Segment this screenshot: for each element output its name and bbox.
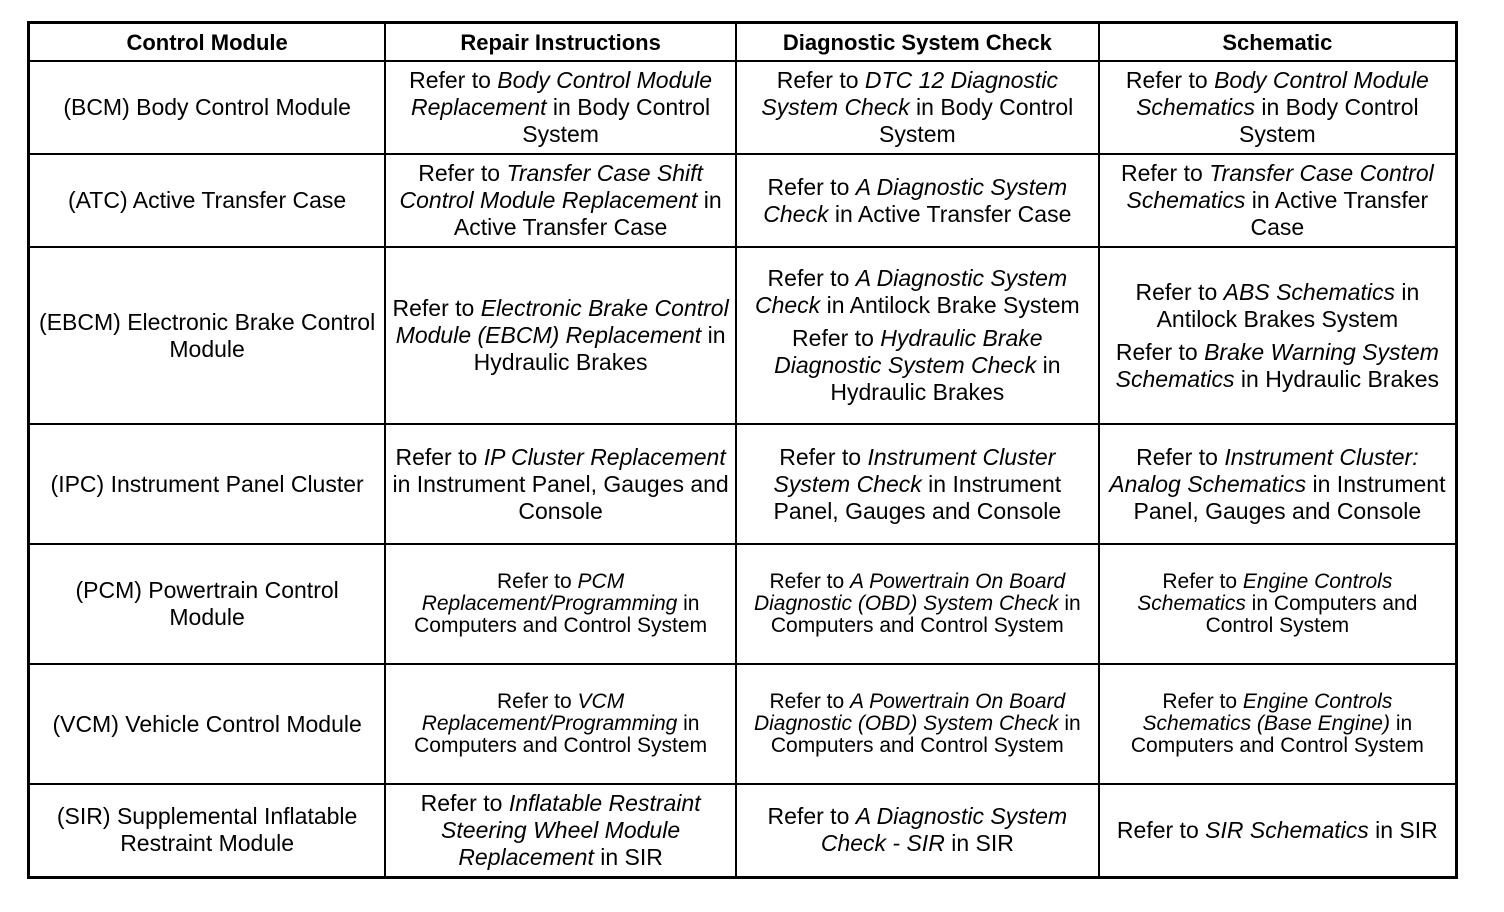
repair-cell bbox=[385, 247, 736, 424]
reference-text: in SIR bbox=[593, 843, 663, 870]
reference-text: in Computers and Control System bbox=[770, 712, 1081, 757]
repair-cell bbox=[385, 61, 736, 154]
reference-text: in Computers and Control System bbox=[1130, 712, 1424, 757]
header-diagnostic-system-check: Diagnostic System Check bbox=[736, 23, 1099, 62]
reference-paragraph bbox=[392, 160, 729, 241]
module-name: (IPC) Instrument Panel Cluster bbox=[50, 470, 364, 497]
reference-title: Body Control Module Replacement bbox=[411, 67, 713, 120]
reference-text: Refer to bbox=[392, 295, 481, 321]
reference-text: Refer to bbox=[1162, 570, 1243, 593]
reference-paragraph bbox=[392, 571, 729, 637]
reference-text: in Active Transfer Case bbox=[453, 187, 722, 240]
header-row bbox=[29, 23, 1457, 62]
reference-paragraph bbox=[392, 444, 729, 525]
reference-text: Refer to bbox=[496, 690, 578, 713]
module-name: (EBCM) Electronic Brake Control Module bbox=[39, 308, 376, 362]
schematic-cell bbox=[1099, 154, 1457, 247]
module-reference-table bbox=[27, 21, 1458, 879]
diagnostic-cell bbox=[736, 784, 1099, 877]
reference-title: DTC 12 Diagnostic System Check bbox=[761, 67, 1058, 120]
reference-paragraph bbox=[1106, 444, 1449, 525]
reference-title: Instrument Cluster: Analog Schematics bbox=[1109, 443, 1419, 497]
reference-title: IP Cluster Replacement bbox=[483, 443, 726, 470]
reference-text: Refer to bbox=[1115, 338, 1205, 365]
table-row bbox=[29, 424, 1457, 544]
reference-text: in Hydraulic Brakes bbox=[473, 322, 726, 375]
reference-text: in Body Control System bbox=[878, 94, 1074, 147]
schematic-cell bbox=[1099, 784, 1457, 877]
diagnostic-cell bbox=[736, 424, 1099, 544]
table-row bbox=[29, 247, 1457, 424]
module-name: (VCM) Vehicle Control Module bbox=[52, 710, 362, 737]
reference-paragraph bbox=[743, 265, 1092, 319]
reference-title: A Diagnostic System Check bbox=[763, 173, 1068, 227]
reference-paragraph bbox=[1106, 339, 1449, 393]
module-cell bbox=[29, 664, 386, 784]
module-cell bbox=[29, 61, 386, 154]
reference-text: in Instrument Panel, Gauges and Console bbox=[1133, 470, 1446, 524]
reference-title: Engine Controls Schematics bbox=[1137, 570, 1393, 615]
reference-title: Hydraulic Brake Diagnostic System Check bbox=[774, 325, 1043, 378]
header-repair-instructions: Repair Instructions bbox=[385, 23, 736, 62]
reference-title: VCM Replacement/Programming bbox=[421, 690, 678, 735]
reference-text: in Instrument Panel, Gauges and Console bbox=[773, 470, 1062, 524]
reference-title: A Diagnostic System Check bbox=[754, 265, 1068, 318]
diagnostic-cell bbox=[736, 61, 1099, 154]
reference-title: Inflatable Restraint Steering Wheel Module Replacement bbox=[441, 789, 701, 870]
table-row bbox=[29, 664, 1457, 784]
reference-title: Electronic Brake Control Module (EBCM) Replacement bbox=[395, 295, 729, 348]
reference-paragraph bbox=[1106, 691, 1449, 757]
reference-text: in Hydraulic Brakes bbox=[1234, 365, 1440, 392]
reference-text: Refer to bbox=[767, 265, 856, 291]
diagnostic-cell bbox=[736, 544, 1099, 664]
module-cell bbox=[29, 424, 386, 544]
reference-title: A Powertrain On Board Diagnostic (OBD) System Check bbox=[753, 570, 1066, 615]
reference-text: in Computers and Control System bbox=[770, 592, 1081, 637]
reference-paragraph bbox=[1106, 67, 1449, 148]
reference-paragraph bbox=[392, 67, 729, 148]
reference-paragraph bbox=[1106, 571, 1449, 637]
reference-text: in Computers and Control System bbox=[1205, 592, 1418, 637]
reference-title: SIR Schematics bbox=[1205, 816, 1369, 843]
reference-text: in Computers and Control System bbox=[414, 592, 708, 637]
reference-title: A Powertrain On Board Diagnostic (OBD) System Check bbox=[753, 690, 1066, 735]
reference-paragraph bbox=[1106, 817, 1449, 844]
reference-paragraph bbox=[1106, 160, 1449, 241]
repair-cell bbox=[385, 544, 736, 664]
module-cell bbox=[29, 247, 386, 424]
header-control-module: Control Module bbox=[29, 23, 386, 62]
reference-paragraph bbox=[743, 67, 1092, 148]
reference-text: Refer to bbox=[1125, 67, 1215, 93]
reference-text: Refer to bbox=[776, 67, 865, 93]
reference-text: Refer to bbox=[418, 160, 507, 186]
reference-title: Brake Warning System Schematics bbox=[1115, 338, 1439, 392]
repair-cell bbox=[385, 424, 736, 544]
reference-paragraph bbox=[392, 790, 729, 871]
reference-text: Refer to bbox=[1116, 816, 1206, 843]
reference-text: in Active Transfer Case bbox=[1245, 187, 1429, 240]
reference-title: Body Control Module Schematics bbox=[1136, 67, 1429, 120]
reference-text: Refer to bbox=[792, 325, 881, 351]
module-cell bbox=[29, 544, 386, 664]
reference-text: in Instrument Panel, Gauges and Console bbox=[392, 470, 729, 524]
reference-text: Refer to bbox=[395, 443, 484, 470]
reference-title: PCM Replacement/Programming bbox=[421, 570, 678, 615]
schematic-cell bbox=[1099, 61, 1457, 154]
table-row bbox=[29, 154, 1457, 247]
reference-paragraph bbox=[743, 325, 1092, 406]
reference-text: in SIR bbox=[944, 830, 1014, 857]
module-cell bbox=[29, 784, 386, 877]
repair-cell bbox=[385, 664, 736, 784]
schematic-cell bbox=[1099, 247, 1457, 424]
table-row bbox=[29, 61, 1457, 154]
table-row bbox=[29, 784, 1457, 877]
reference-title: Engine Controls Schematics (Base Engine) bbox=[1142, 690, 1393, 735]
schematic-cell bbox=[1099, 424, 1457, 544]
reference-text: Refer to bbox=[769, 690, 851, 713]
reference-text: in Body Control System bbox=[522, 94, 711, 147]
reference-title: Instrument Cluster System Check bbox=[773, 443, 1056, 497]
repair-cell bbox=[385, 154, 736, 247]
header-schematic: Schematic bbox=[1099, 23, 1457, 62]
reference-text: Refer to bbox=[1162, 690, 1243, 713]
reference-text: in SIR bbox=[1368, 816, 1438, 843]
schematic-cell bbox=[1099, 544, 1457, 664]
reference-text: Refer to bbox=[767, 803, 856, 830]
reference-paragraph bbox=[392, 691, 729, 757]
module-cell bbox=[29, 154, 386, 247]
reference-title: ABS Schematics bbox=[1223, 278, 1395, 305]
reference-text: Refer to bbox=[779, 443, 868, 470]
reference-text: in Antilock Brakes System bbox=[1156, 278, 1420, 332]
reference-text: in Active Transfer Case bbox=[828, 200, 1072, 227]
reference-paragraph bbox=[743, 444, 1092, 525]
diagnostic-cell bbox=[736, 664, 1099, 784]
module-name: (SIR) Supplemental Inflatable Restraint Module bbox=[56, 803, 358, 857]
reference-text: Refer to bbox=[769, 570, 851, 593]
reference-title: Transfer Case Shift Control Module Replacement bbox=[399, 160, 703, 213]
module-name: (PCM) Powertrain Control Module bbox=[75, 577, 339, 630]
module-name: (BCM) Body Control Module bbox=[63, 94, 351, 120]
reference-paragraph bbox=[743, 174, 1092, 228]
reference-text: in Antilock Brake System bbox=[820, 292, 1080, 318]
reference-title: A Diagnostic System Check - SIR bbox=[820, 803, 1068, 857]
reference-paragraph bbox=[1106, 279, 1449, 333]
reference-title: Transfer Case Control Schematics bbox=[1126, 160, 1434, 213]
reference-text: in Body Control System bbox=[1239, 94, 1419, 147]
repair-cell bbox=[385, 784, 736, 877]
table-row bbox=[29, 544, 1457, 664]
diagnostic-cell bbox=[736, 247, 1099, 424]
reference-text: Refer to bbox=[409, 67, 498, 93]
reference-text: Refer to bbox=[1136, 443, 1225, 470]
module-name: (ATC) Active Transfer Case bbox=[68, 187, 347, 213]
reference-paragraph bbox=[743, 803, 1092, 857]
reference-text: Refer to bbox=[1120, 160, 1210, 186]
schematic-cell bbox=[1099, 664, 1457, 784]
reference-text: in Hydraulic Brakes bbox=[830, 352, 1061, 405]
reference-paragraph bbox=[392, 295, 729, 376]
reference-paragraph bbox=[743, 691, 1092, 757]
diagnostic-cell bbox=[736, 154, 1099, 247]
reference-text: Refer to bbox=[1135, 278, 1224, 305]
reference-text: Refer to bbox=[767, 173, 856, 200]
reference-text: in Computers and Control System bbox=[414, 712, 708, 757]
reference-text: Refer to bbox=[420, 789, 509, 816]
reference-paragraph bbox=[743, 571, 1092, 637]
reference-text: Refer to bbox=[496, 570, 578, 593]
